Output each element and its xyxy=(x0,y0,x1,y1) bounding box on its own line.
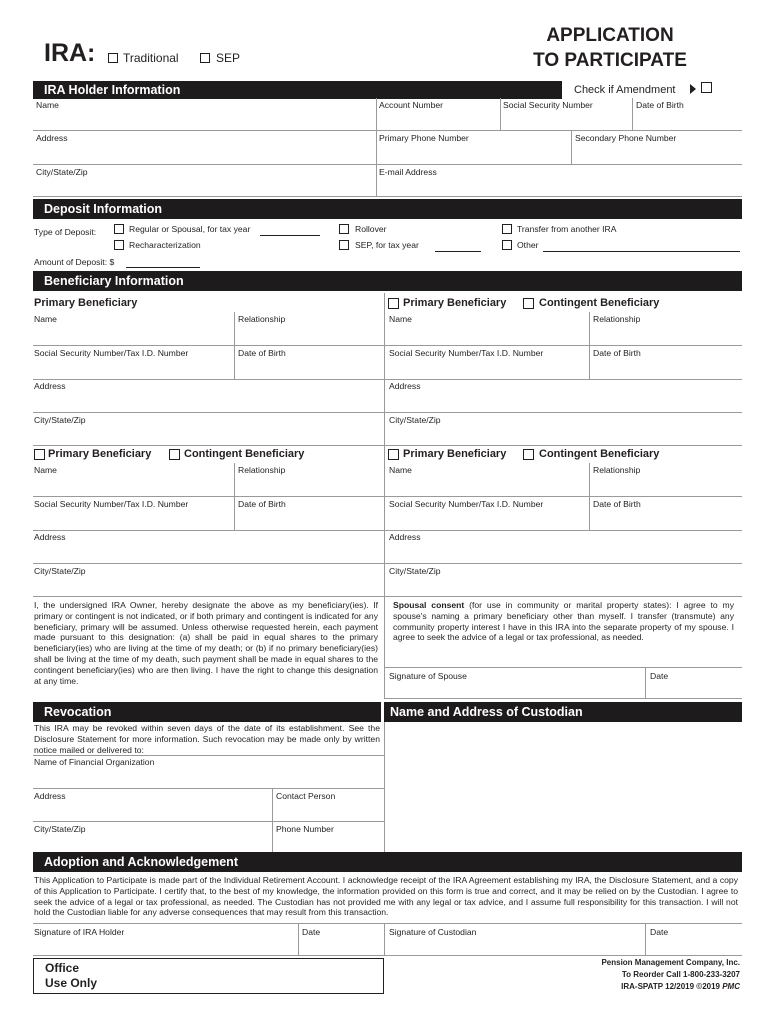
deposit-header xyxy=(33,199,742,219)
ben3-dob-label: Date of Birth xyxy=(238,499,286,509)
ben2-primary-label: Primary Beneficiary xyxy=(403,297,507,309)
holder-email-label: E-mail Address xyxy=(379,167,437,177)
ben1-relationship-label: Relationship xyxy=(238,314,286,324)
designation-text: I, the undersigned IRA Owner, hereby designate the above as my beneficiary(ies). If primary or contingent is not indicated, or if both primary and contingent is indicated for any beneficiary, primary will be assumed. Unless otherwise requested herein, each payment made pursuant to this designation: (a) shall be paid in equal shares to the primary beneficiary(ies) who are living at the time of my death; or (b) if no primary beneficiary(ies) shall be living at the time of my death, such payment shall be made in equal shares to the contingent beneficiary(ies) who are then living. I have the right to change this designation at any time. xyxy=(34,600,378,686)
ben1-name-label: Name xyxy=(34,314,57,324)
holder-name-label: Name xyxy=(36,100,59,110)
spousal-consent-text xyxy=(393,600,734,643)
publisher-abbrev: PMC xyxy=(722,982,740,991)
beneficiary-header xyxy=(33,271,742,291)
sep-checkbox[interactable] xyxy=(200,53,210,63)
recharacterization-label: Recharacterization xyxy=(129,240,201,250)
holder-primary-phone-label: Primary Phone Number xyxy=(379,133,469,143)
ben3-ssn-label: Social Security Number/Tax I.D. Number xyxy=(34,499,189,509)
ben3-contingent-label: Contingent Beneficiary xyxy=(184,448,305,460)
ben2-address-label: Address xyxy=(389,381,421,391)
holder-sign-date-label: Date xyxy=(302,927,321,937)
amendment-checkbox[interactable] xyxy=(701,82,712,93)
revocation-text: This IRA may be revoked within seven days of the date of its establishment. See the Disclosure Statement for more information. Such revocation may be made only by written notice mailed or delivered to: xyxy=(34,723,380,755)
beneficiary1-primary-heading: Primary Beneficiary xyxy=(34,297,138,309)
traditional-checkbox[interactable] xyxy=(108,53,118,63)
adoption-header xyxy=(33,852,742,872)
ben4-contingent-label: Contingent Beneficiary xyxy=(539,448,660,460)
ben4-primary-label: Primary Beneficiary xyxy=(403,448,507,460)
amendment-label: Check if Amendment xyxy=(574,84,676,96)
spousal-consent-heading: Spousal consent xyxy=(393,600,465,610)
spouse-date-label: Date xyxy=(650,671,669,681)
regular-checkbox[interactable] xyxy=(114,224,124,234)
ben4-relationship-label: Relationship xyxy=(593,465,641,475)
revocation-city-label: City/State/Zip xyxy=(34,824,86,834)
office-label: Office xyxy=(45,961,80,975)
ben3-primary-checkbox[interactable] xyxy=(34,449,45,460)
regular-year-blank[interactable] xyxy=(260,235,320,236)
ben3-contingent-checkbox[interactable] xyxy=(169,449,180,460)
other-label: Other xyxy=(517,240,539,250)
ben1-ssn-label: Social Security Number/Tax I.D. Number xyxy=(34,348,189,358)
rollover-label: Rollover xyxy=(355,224,387,234)
ben4-primary-checkbox[interactable] xyxy=(388,449,399,460)
regular-label: Regular or Spousal, for tax year xyxy=(129,224,251,234)
beneficiary-title: Beneficiary Information xyxy=(44,274,184,288)
revocation-header xyxy=(33,702,381,722)
sep-year-blank[interactable] xyxy=(435,251,481,252)
ben4-address-label: Address xyxy=(389,532,421,542)
traditional-label: Traditional xyxy=(123,51,179,65)
ben1-dob-label: Date of Birth xyxy=(238,348,286,358)
financial-org-label: Name of Financial Organization xyxy=(34,757,155,767)
custodian-title: Name and Address of Custodian xyxy=(390,705,583,719)
ira-holder-title: IRA Holder Information xyxy=(44,83,181,97)
sep-label: SEP xyxy=(216,51,241,65)
custodian-header xyxy=(384,702,742,722)
ben3-relationship-label: Relationship xyxy=(238,465,286,475)
holder-ssn-label: Social Security Number xyxy=(503,100,593,110)
ben2-contingent-label: Contingent Beneficiary xyxy=(539,297,660,309)
transfer-checkbox[interactable] xyxy=(502,224,512,234)
form-type-label: IRA: xyxy=(44,39,96,67)
ben2-relationship-label: Relationship xyxy=(593,314,641,324)
holder-account-label: Account Number xyxy=(379,100,444,110)
publisher-info xyxy=(520,957,740,993)
spousal-consent-body: (for use in community or marital property states): I agree to my spouse's naming a primary beneficiary other than myself. I transfer (transmute) any community property interest I have in this IRA into the separate property of my spouse. I agree to seek the advice of a legal or tax professional, as needed. xyxy=(393,600,734,643)
form-title-line2: TO PARTICIPATE xyxy=(533,50,687,71)
adoption-title: Adoption and Acknowledgement xyxy=(44,855,238,869)
sep-year-label: SEP, for tax year xyxy=(355,240,419,250)
holder-city-label: City/State/Zip xyxy=(36,167,88,177)
ben1-city-label: City/State/Zip xyxy=(34,415,86,425)
transfer-label: Transfer from another IRA xyxy=(517,224,617,234)
revocation-address-label: Address xyxy=(34,791,66,801)
adoption-text: This Application to Participate is made part of the Individual Retirement Account. I acknowledge receipt of the IRA Agreement establishing my IRA, the Disclosure Statement, and a copy of this Application to Participate. I certify that, to the best of my knowledge, the information provided on this form is true and correct, and it may be relied on by the Custodian. I agree to seek the advice of a legal or tax professional, as needed. The Custodian has not provided me with any legal or tax advice, and I assume full responsibility for this transaction. I will not hold the Custodian liable for any adverse consequences that may result from this transaction. xyxy=(34,875,738,918)
office-use-label xyxy=(45,961,97,991)
contact-person-label: Contact Person xyxy=(276,791,336,801)
reorder-phone: To Reorder Call 1-800-233-3207 xyxy=(621,970,740,979)
ben3-primary-label: Primary Beneficiary xyxy=(48,448,152,460)
ben4-contingent-checkbox[interactable] xyxy=(523,449,534,460)
ben4-ssn-label: Social Security Number/Tax I.D. Number xyxy=(389,499,544,509)
sep-year-checkbox[interactable] xyxy=(339,240,349,250)
other-blank[interactable] xyxy=(543,251,740,252)
amendment-arrow-icon xyxy=(690,84,696,94)
holder-secondary-phone-label: Secondary Phone Number xyxy=(575,133,677,143)
amount-blank[interactable] xyxy=(126,267,200,268)
recharacterization-checkbox[interactable] xyxy=(114,240,124,250)
holder-signature-label: Signature of IRA Holder xyxy=(34,927,125,937)
ben4-city-label: City/State/Zip xyxy=(389,566,441,576)
phone-number-label: Phone Number xyxy=(276,824,334,834)
custodian-signature-label: Signature of Custodian xyxy=(389,927,477,937)
ben2-contingent-checkbox[interactable] xyxy=(523,298,534,309)
form-title-line1: APPLICATION xyxy=(546,25,674,46)
use-only-label: Use Only xyxy=(45,976,98,990)
ben2-city-label: City/State/Zip xyxy=(389,415,441,425)
ben2-dob-label: Date of Birth xyxy=(593,348,641,358)
form-id xyxy=(520,981,740,993)
amount-label: Amount of Deposit: $ xyxy=(34,257,115,267)
publisher-name: Pension Management Company, Inc. xyxy=(601,958,740,967)
ben4-name-label: Name xyxy=(389,465,412,475)
custodian-sign-date-label: Date xyxy=(650,927,669,937)
revocation-title: Revocation xyxy=(44,705,112,719)
holder-dob-label: Date of Birth xyxy=(636,100,684,110)
deposit-title: Deposit Information xyxy=(44,202,163,216)
ben1-address-label: Address xyxy=(34,381,66,391)
ben2-primary-checkbox[interactable] xyxy=(388,298,399,309)
rollover-checkbox[interactable] xyxy=(339,224,349,234)
ben2-ssn-label: Social Security Number/Tax I.D. Number xyxy=(389,348,544,358)
ben4-dob-label: Date of Birth xyxy=(593,499,641,509)
deposit-type-label: Type of Deposit: xyxy=(34,227,97,237)
other-checkbox[interactable] xyxy=(502,240,512,250)
ben3-city-label: City/State/Zip xyxy=(34,566,86,576)
form-title xyxy=(520,23,700,73)
form-number: IRA-SPATP 12/2019 ©2019 xyxy=(621,982,723,991)
ben2-name-label: Name xyxy=(389,314,412,324)
ben3-name-label: Name xyxy=(34,465,57,475)
spouse-signature-label: Signature of Spouse xyxy=(389,671,467,681)
ben3-address-label: Address xyxy=(34,532,66,542)
holder-address-label: Address xyxy=(36,133,68,143)
